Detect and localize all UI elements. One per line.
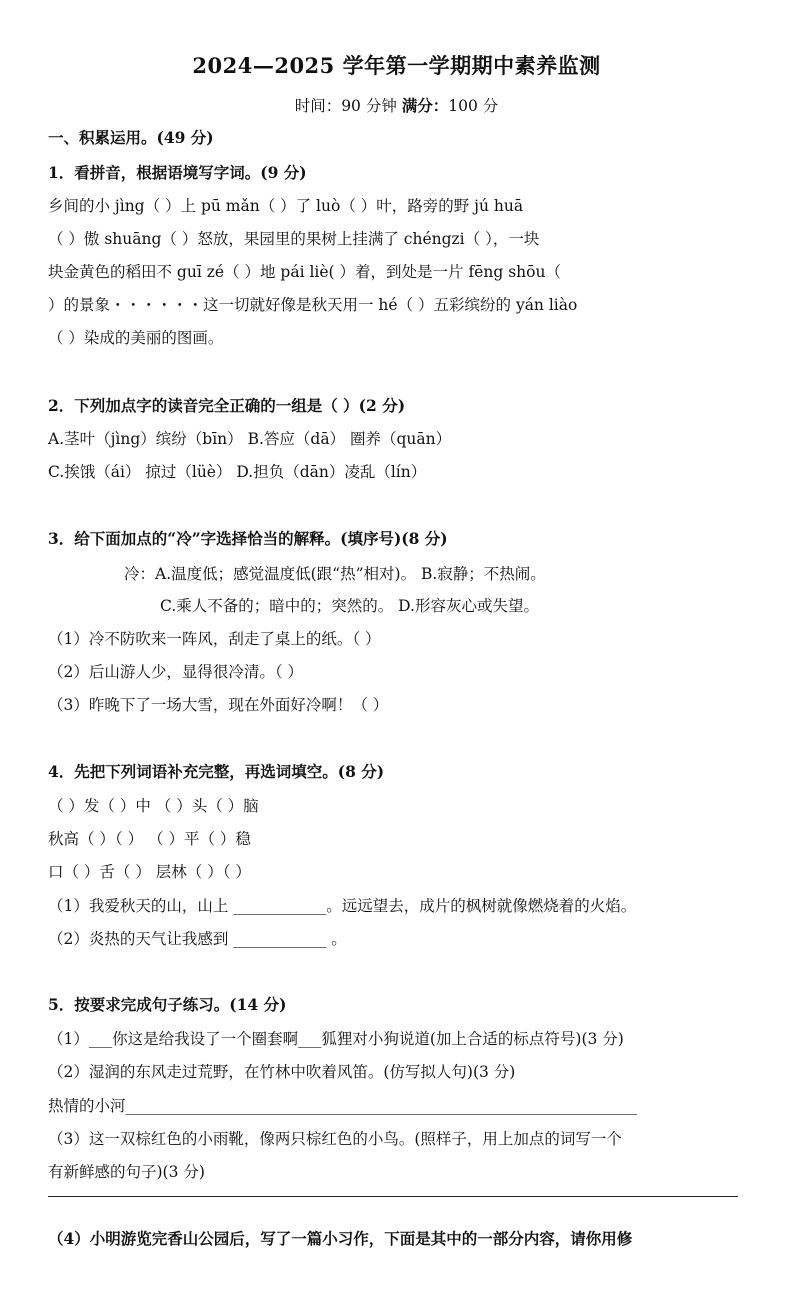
text-line-q3d1: 冷：A.温度低；感觉温度低(跟“热”相对)。 B.寂静；不热闹。 xyxy=(124,565,546,583)
exam-time: 时间：90 分钟 xyxy=(294,97,397,115)
text-line-sec1: 一、积累运用。(49 分) xyxy=(48,128,214,147)
text-line-q4: 4．先把下列词语补充完整，再选词填空。(8 分) xyxy=(48,762,385,781)
text-line-q2c: C.挨饿（ái） 掠过（lüè） D.担负（dān）凌乱（lín） xyxy=(48,463,427,481)
text-line-q1l4: ）的景象・・・・・・这一切就好像是秋天用一 hé（ ）五彩缤纷的 yán liào xyxy=(48,296,578,314)
text-line-q5s3b: 有新鲜感的句子)(3 分) xyxy=(48,1163,205,1181)
text-line-q3d2: C.乘人不备的；暗中的；突然的。 D.形容灰心或失望。 xyxy=(160,597,539,615)
text-line-q1l2: （ ）傲 shuāng（ ）怒放，果园里的果树上挂满了 chéngzi（ ），一块 xyxy=(48,230,540,248)
text-line-q5s4: （4）小明游览完香山公园后，写了一篇小习作，下面是其中的一部分内容，请你用修 xyxy=(48,1229,633,1248)
text-line-q5s2: （2）湿润的东风走过荒野，在竹林中吹着风笛。(仿写拟人句)(3 分) xyxy=(48,1063,516,1081)
text-line-q5s2b: 热情的小河__________________________________________________________________ xyxy=(48,1097,638,1115)
full-score-label: 满分： xyxy=(401,96,449,115)
full-score-value: 100 分 xyxy=(448,97,499,115)
text-line-q1l1: 乡间的小 jìng（ ）上 pū mǎn（ ）了 luò（ ）叶，路旁的野 jú huā xyxy=(48,197,524,215)
text-line-q4r1: （ ）发（ ）中 （ ）头（ ）脑 xyxy=(48,797,259,815)
text-line-q3s1: （1）冷不防吹来一阵风，刮走了桌上的纸。（ ） xyxy=(48,630,381,648)
text-line-q4r3: 口（ ）舌（ ） 层林（ ）（ ） xyxy=(48,863,251,881)
text-line-q1l3: 块金黄色的稻田不 guī zé（ ）地 pái liè( ）着，到处是一片 fēng shōu（ xyxy=(48,263,561,281)
text-line-q4s2: （2）炎热的天气让我感到 ____________ 。 xyxy=(48,930,347,948)
text-line-q3s3: （3）昨晚下了一场大雪，现在外面好冷啊！（ ） xyxy=(48,696,389,714)
text-line-q2a: A.茎叶（jìng）缤纷（bīn） B.答应（dā） 圈养（quān） xyxy=(48,430,452,448)
text-line-q1l5: （ ）染成的美丽的图画。 xyxy=(48,329,224,347)
answer-line xyxy=(48,1196,738,1197)
text-line-q1: 1．看拼音，根据语境写字词。(9 分) xyxy=(48,163,307,182)
text-line-q5s1: （1）___你这是给我设了一个圈套啊___狐狸对小狗说道(加上合适的标点符号)(3 分) xyxy=(48,1030,624,1048)
page-title: 2024—2025 学年第一学期期中素养监测 xyxy=(192,53,601,78)
text-line-q2: 2．下列加点字的读音完全正确的一组是（ ）(2 分) xyxy=(48,396,406,415)
text-line-q5s3: （3）这一双棕红色的小雨靴，像两只棕红色的小鸟。(照样子，用上加点的词写一个 xyxy=(48,1130,622,1148)
text-line-q3s2: （2）后山游人少，显得很冷清。（ ） xyxy=(48,663,304,681)
text-line-q4r2: 秋高（ ）（ ） （ ）平（ ）稳 xyxy=(48,830,251,848)
exam-info xyxy=(0,94,793,116)
text-line-q4s1: （1）我爱秋天的山，山上 ____________。远远望去，成片的枫树就像燃烧着的火焰。 xyxy=(48,897,637,915)
text-line-q5: 5．按要求完成句子练习。(14 分) xyxy=(48,995,287,1014)
text-line-q3: 3．给下面加点的“冷”字选择恰当的解释。(填序号)(8 分) xyxy=(48,529,448,548)
